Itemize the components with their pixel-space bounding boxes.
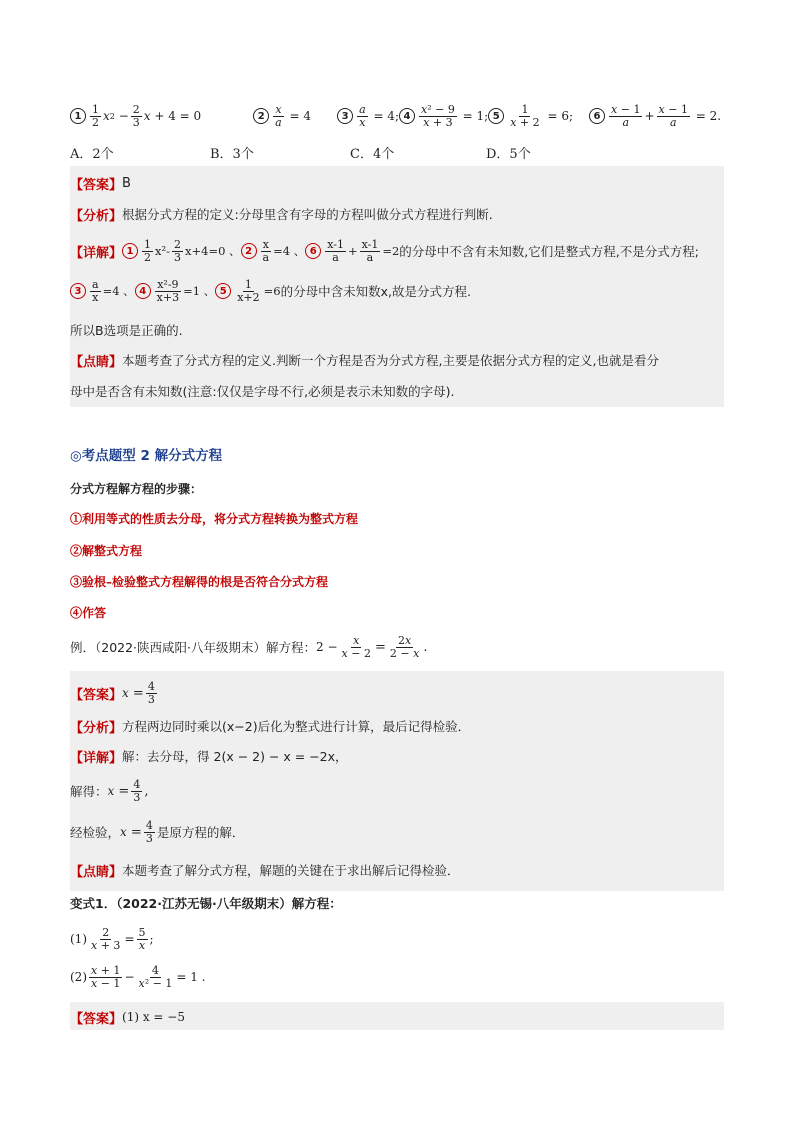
answer-tag: 【答案】 [70, 687, 123, 703]
step-4 [70, 602, 724, 622]
answer-value: (1) x = −5 [122, 1010, 185, 1024]
step-text: ④作答 [70, 605, 107, 620]
part-label: (1) [70, 932, 87, 946]
answer-tag: 【答案】 [70, 177, 123, 193]
q1-detail-line1: 【详解】 1 $\frac{1}{2}$ x²- $\frac{2}{3}$ x+4=0 、 2 $\frac{x}{a}$ =4 、 6 $\frac{x-1}{a}$ + $\frac{x-1}{a}$ =2 的分母中不含有未知数,它们是整式方程,不是分式方程; [70, 237, 699, 264]
detail-text: 的分母中含未知数x,故是分式方程. [280, 284, 471, 299]
circled-number: 1 [70, 108, 86, 124]
example-solve: 解得： x = $\frac{4}{3}$ , [70, 777, 149, 804]
comment-tag: 【点睛】 [70, 864, 123, 880]
circled-number: 2 [241, 243, 257, 259]
q1-conclusion [70, 320, 724, 340]
step-text: ②解整式方程 [70, 543, 143, 558]
option-c: C．4个 [350, 147, 395, 162]
example-answer: 【答案】 x = $\frac{4}{3}$ [70, 679, 155, 706]
example-detail [70, 745, 724, 767]
circled-number: 6 [305, 243, 321, 259]
variant-part1: (1) $\frac{2}{x + 3}$ = $\frac{5}{x}$ ; [70, 925, 154, 952]
analysis-tag: 【分析】 [70, 720, 123, 736]
circled-number: 1 [122, 243, 138, 259]
variant-question [70, 892, 724, 914]
example-check: 经检验， x = $\frac{4}{3}$ 是原方程的解． [70, 818, 245, 845]
comment-text: 本题考查了分式方程的定义.判断一个方程是否为分式方程,主要是依据分式方程的定义,也就是看分 [122, 353, 659, 368]
check-label: 经检验， [70, 825, 121, 840]
circled-number: 4 [399, 108, 415, 124]
circled-number: 2 [253, 108, 269, 124]
step-text: ①利用等式的性质去分母，将分式方程转换为整式方程 [70, 511, 359, 526]
step-1 [70, 508, 724, 528]
analysis-tag: 【分析】 [70, 208, 123, 224]
circled-number: 3 [337, 108, 353, 124]
comment-text: 本题考查了解分式方程，解题的关键在于求出解后记得检验． [122, 863, 460, 878]
variant-answer [70, 1006, 724, 1028]
detail-text: 的分母中不含有未知数,它们是整式方程,不是分式方程; [399, 244, 699, 259]
example-analysis [70, 715, 724, 737]
example-question: 例．（2022·陕西咸阳·八年级期末）解方程： 2 − $\frac{x}{x - 2}$ = $\frac{2x}{2 - x}$ . [70, 633, 428, 660]
circled-number: 4 [135, 283, 151, 299]
steps-title-text: 分式方程解方程的步骤： [70, 481, 203, 496]
example-prefix: 例．（2022·陕西咸阳·八年级期末）解方程： [70, 640, 317, 655]
q1-options [70, 143, 724, 161]
detail-text: 解：去分母，得 2(x − 2) − x = −2x， [122, 749, 348, 764]
comment-tag: 【点睛】 [70, 354, 123, 370]
circled-number: 6 [589, 108, 605, 124]
comment-text: 母中是否含有未知数(注意:仅仅是字母不行,必须是表示未知数的字母). [70, 384, 455, 399]
conclusion-text: 所以B选项是正确的. [70, 323, 183, 338]
variant-prefix: 变式1．（2022·江苏无锡·八年级期末）解方程： [70, 896, 342, 911]
section-title-text: ◎考点题型 2 解分式方程 [70, 448, 223, 464]
variant-part2: (2) $\frac{x + 1}{x - 1}$ − $\frac{4}{\text{x² − 1}}$ = 1 . [70, 963, 206, 990]
q1-comment-line2 [70, 380, 724, 402]
q1-analysis [70, 203, 724, 225]
option-a: A．2个 [70, 147, 114, 162]
answer-value: B [122, 175, 131, 191]
analysis-text: 方程两边同时乘以(x−2)后化为整式进行计算，最后记得检验． [122, 719, 471, 734]
q1-equations: 1 $\frac{1}{2}$ x 2 − $\frac{2}{3}$ x + 4 = 0 2 $\frac{x}{a}$ = 4 3 $\frac{a}{x}$ = 4; 4 $\frac{\text{x² − 9}}{x + 3}$ = 1; 5 $\frac{1}{x + 2}$ = 6; 6 $\frac{x - 1}{a}$ + $\frac{x - 1}{a}$ = 2. [70, 103, 724, 129]
q1-answer [70, 172, 724, 194]
q1-detail-line2: 3 $\frac{a}{x}$ =4 、 4 $\frac{\text{x²-9}}{x+3}$ =1 、 5 $\frac{1}{x+2}$ =6 的分母中含未知数x,故是分式方程. [70, 276, 724, 306]
example-comment [70, 859, 724, 881]
steps-title [70, 478, 724, 498]
detail-tag: 【详解】 [70, 245, 123, 261]
circled-number: 5 [215, 283, 231, 299]
part-label: (2) [70, 970, 87, 984]
solve-label: 解得： [70, 784, 108, 799]
circled-number: 3 [70, 283, 86, 299]
circled-number: 5 [488, 108, 504, 124]
step-2 [70, 540, 724, 560]
analysis-text: 根据分式方程的定义:分母里含有字母的方程叫做分式方程进行判断. [122, 207, 493, 222]
option-b: B．3个 [210, 147, 254, 162]
option-d: D．5个 [486, 147, 531, 162]
step-text: ③验根–检验整式方程解得的根是否符合分式方程 [70, 574, 329, 589]
step-3 [70, 571, 724, 591]
answer-tag: 【答案】 [70, 1011, 123, 1027]
detail-tag: 【详解】 [70, 750, 123, 766]
check-text: 是原方程的解． [156, 825, 245, 840]
section-title [70, 443, 724, 465]
q1-comment-line1 [70, 349, 724, 371]
